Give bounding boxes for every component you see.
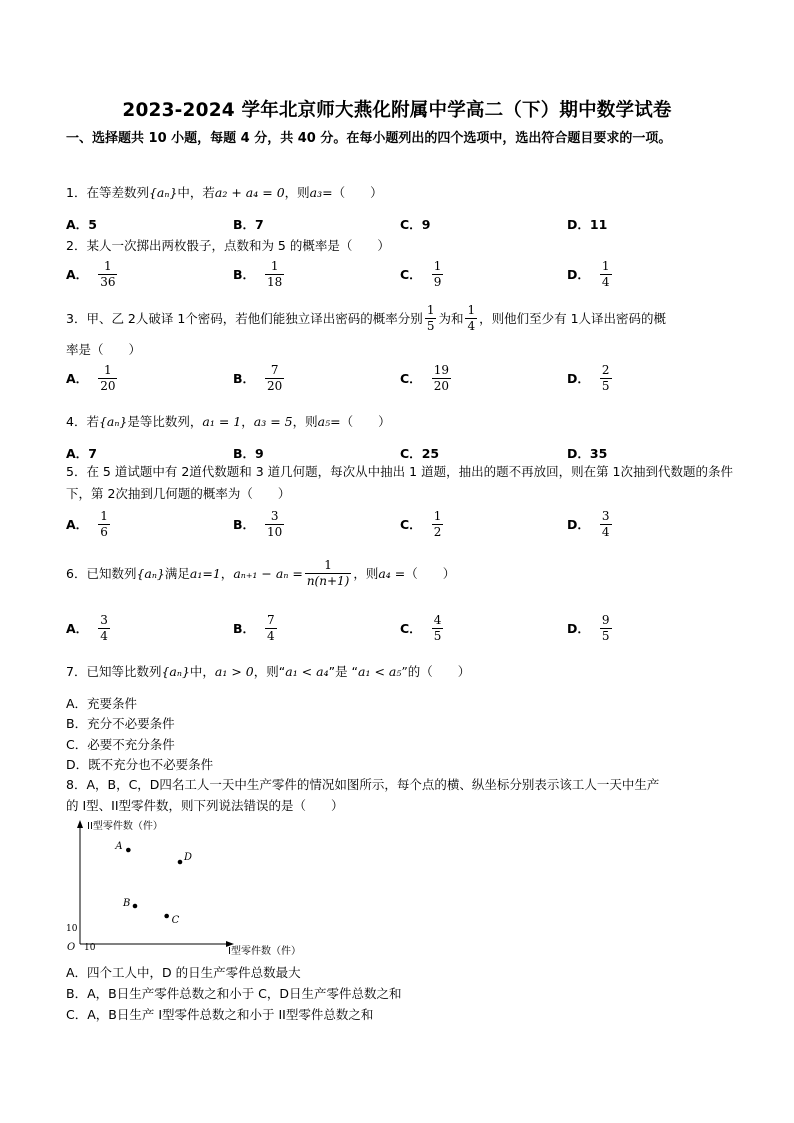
q6-fraction: $\frac{1}{n(n+1)}$ xyxy=(306,557,350,588)
origin-label: O xyxy=(67,942,76,953)
q7-option-d[interactable]: D．既不充分也不必要条件 xyxy=(66,757,214,772)
x-axis xyxy=(80,941,234,947)
q6-option-d[interactable]: D． $\frac{9}{5}$ xyxy=(567,612,610,643)
q5-option-c[interactable]: C． $\frac{1}{2}$ xyxy=(400,508,442,539)
point-label-a: A xyxy=(115,841,123,852)
q2-options xyxy=(66,254,734,294)
q3-option-b[interactable]: B． $\frac{7}{20}$ xyxy=(233,362,283,393)
q2-option-a[interactable]: A． $\frac{1}{36}$ xyxy=(66,258,116,289)
q1-options xyxy=(66,215,734,235)
point-a xyxy=(126,848,131,853)
y-axis xyxy=(77,820,83,944)
point-b xyxy=(133,904,138,909)
x-tick-label: 10 xyxy=(84,943,96,953)
q6-option-b[interactable]: B． $\frac{7}{4}$ xyxy=(233,612,275,643)
q3-option-d[interactable]: D． $\frac{2}{5}$ xyxy=(567,362,610,393)
q4-option-d[interactable]: D．35 xyxy=(567,446,608,461)
q3-options xyxy=(66,358,734,398)
question-7: 7．已知等比数列{aₙ}中，a₁ > 0，则“a₁ < a₄”是 “a₁ < a₅”的（ ） xyxy=(66,664,471,679)
question-4: 4．若{aₙ}是等比数列，a₁ = 1，a₃ = 5，则a₅=（ ） xyxy=(66,414,391,429)
x-axis-label: I型零件数（件） xyxy=(228,946,301,957)
q1-cond: a₂ + a₄ = 0 xyxy=(214,185,285,200)
q6-option-a[interactable]: A． $\frac{3}{4}$ xyxy=(66,612,108,643)
q1-option-b[interactable]: B．7 xyxy=(233,217,264,232)
q1-seq: {aₙ} xyxy=(148,185,178,200)
scatter-chart xyxy=(60,816,310,962)
y-axis-label: II型零件数（件） xyxy=(87,821,163,832)
q8-option-a[interactable]: A．四个工人中，D 的日生产零件总数最大 xyxy=(66,965,301,980)
q1-option-c[interactable]: C．9 xyxy=(400,217,431,232)
q3-option-c[interactable]: C． $\frac{19}{20}$ xyxy=(400,362,449,393)
q1-mid: 中，若 xyxy=(177,185,215,200)
q7-option-a[interactable]: A．充要条件 xyxy=(66,696,138,711)
question-8-line-2: 的 I型、II型零件数，则下列说法错误的是（ ） xyxy=(66,798,344,813)
q3-fraction-2: $\frac{1}{4}$ xyxy=(467,302,476,333)
y-tick-label: 10 xyxy=(66,924,78,934)
q5-option-d[interactable]: D． $\frac{3}{4}$ xyxy=(567,508,610,539)
q2-option-d[interactable]: D． $\frac{1}{4}$ xyxy=(567,258,610,289)
q6-option-c[interactable]: C． $\frac{4}{5}$ xyxy=(400,612,442,643)
question-8-line-1: 8．A，B，C，D四名工人一天中生产零件的情况如图所示，每个点的横、纵坐标分别表示该工人一天中生产 xyxy=(66,777,660,792)
q7-option-b[interactable]: B．充分不必要条件 xyxy=(66,716,175,731)
q6-options xyxy=(66,608,734,648)
q7-option-c[interactable]: C．必要不充分条件 xyxy=(66,737,175,752)
q2-option-b[interactable]: B． $\frac{1}{18}$ xyxy=(233,258,283,289)
q2-option-c[interactable]: C． $\frac{1}{9}$ xyxy=(400,258,442,289)
point-label-d: D xyxy=(184,852,193,863)
point-d xyxy=(178,860,183,865)
page-title: 2023-2024 学年北京师大燕化附属中学高二（下）期中数学试卷 xyxy=(122,100,672,121)
section-heading: 一、选择题共 10 小题，每题 4 分，共 40 分。在每小题列出的四个选项中，选出符合题目要求的一项。 xyxy=(66,131,672,146)
q4-option-a[interactable]: A．7 xyxy=(66,446,97,461)
point-c xyxy=(164,914,169,919)
question-3-line-2: 率是（ ） xyxy=(66,342,142,357)
q4-option-b[interactable]: B．9 xyxy=(233,446,264,461)
q5-options xyxy=(66,504,734,544)
chart-points xyxy=(114,841,192,926)
q3-option-a[interactable]: A． $\frac{1}{20}$ xyxy=(66,362,116,393)
question-3: 3．甲、乙 2人破译 1个密码，若他们能独立译出密码的概率分别 $\frac{1}{5}$ 为和 $\frac{1}{4}$ ，则他们至少有 1人译出密码的概 xyxy=(66,302,667,333)
q1-option-a[interactable]: A．5 xyxy=(66,217,97,232)
q1-pre: 1．在等差数列 xyxy=(66,185,149,200)
question-5: 5．在 5 道试题中有 2道代数题和 3 道几何题，每次从中抽出 1 道题，抽出的题不再放回，则在第 1次抽到代数题的条件下，第 2次抽到几何题的概率为（ ） xyxy=(66,464,734,501)
q5-option-a[interactable]: A． $\frac{1}{6}$ xyxy=(66,508,108,539)
q8-option-b[interactable]: B．A，B日生产零件总数之和小于 C，D日生产零件总数之和 xyxy=(66,986,402,1001)
q4-option-c[interactable]: C．25 xyxy=(400,446,440,461)
q1-target: a₃= xyxy=(309,185,333,200)
q1-option-d[interactable]: D．11 xyxy=(567,217,608,232)
q8-option-c[interactable]: C．A，B日生产 I型零件总数之和小于 II型零件总数之和 xyxy=(66,1007,374,1022)
point-label-c: C xyxy=(171,915,180,926)
q5-option-b[interactable]: B． $\frac{3}{10}$ xyxy=(233,508,283,539)
q3-fraction-1: $\frac{1}{5}$ xyxy=(426,302,435,333)
question-2: 2．某人一次掷出两枚骰子，点数和为 5 的概率是（ ） xyxy=(66,238,390,253)
point-label-b: B xyxy=(123,898,131,909)
question-6: 6．已知数列 {aₙ} 满足 a₁=1 ， aₙ₊₁ − aₙ = $\frac{1}{n(n+1)}$ ，则 a₄ = （ ） xyxy=(66,557,456,588)
q1-tail: （ ） xyxy=(332,185,383,200)
question-1 xyxy=(66,183,383,201)
q1-ask: ，则 xyxy=(284,185,310,200)
